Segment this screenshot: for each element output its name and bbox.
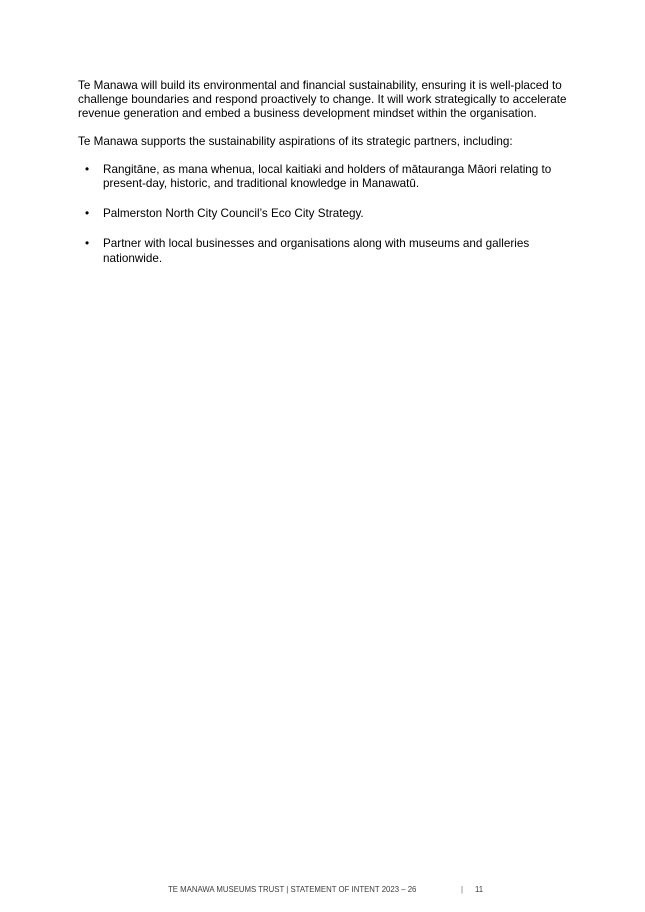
bullet-icon: •	[85, 237, 90, 251]
bullet-text: Palmerston North City Council’s Eco City Strategy.	[103, 207, 364, 221]
bullet-text: Partner with local businesses and organisations along with museums and galleries nationwide.	[103, 237, 530, 265]
bullet-text: Rangitāne, as mana whenua, local kaitiaki and holders of mātauranga Māori relating to present-day, historic, and traditional knowledge in Manawatū.	[103, 162, 552, 191]
bullet-item-rangitane	[78, 163, 567, 191]
bullet-item-pncc	[78, 207, 567, 221]
partners-bullet-list	[78, 163, 567, 266]
paragraph-sustainability: Te Manawa will build its environmental and financial sustainability, ensuring it is well-placed to challenge boundaries and respond proactively to change. It will work strategically to accelerate revenue generation and embed a business development mindset within the organisation.	[78, 79, 567, 121]
footer-separator: |	[461, 885, 464, 894]
bullet-icon: •	[85, 162, 90, 176]
bullet-icon: •	[85, 207, 90, 221]
footer-page-number: 11	[475, 885, 484, 894]
page-footer	[0, 885, 645, 897]
paragraph-partners-intro: Te Manawa supports the sustainability aspirations of its strategic partners, including:	[78, 134, 513, 148]
bullet-item-local-businesses	[78, 237, 567, 265]
page-body-text	[78, 79, 567, 282]
footer-title-text: TE MANAWA MUSEUMS TRUST | STATEMENT OF INTENT 2023 – 26	[168, 885, 417, 894]
